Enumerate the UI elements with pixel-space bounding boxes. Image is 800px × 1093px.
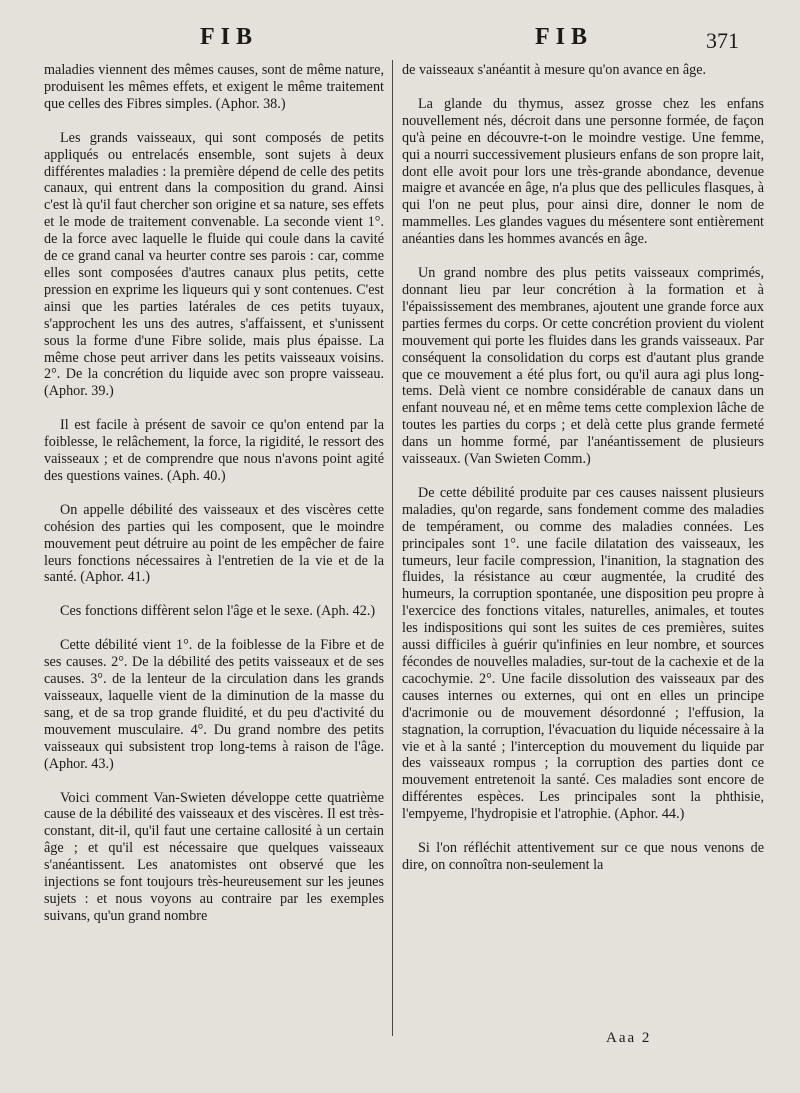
paragraph: Voici comment Van-Swieten développe cette quatrième cause de la débilité des vaisseaux et des viscères. Il est très-constant, dit-il, qu'il faut une certaine callosité à un certain âge ; et qu'il est nécessaire que quelques vaisseaux s'anéantissent. Les anatomistes ont observé que les injections se font toujours très-heureusement sur les jeunes sujets : et nous voyons au contraire par les exemples suivans, qu'un grand nombre xyxy=(44,789,384,924)
paragraph: Ces fonctions diffèrent selon l'âge et le sexe. (Aph. 42.) xyxy=(60,603,376,620)
paragraph: de vaisseaux s'anéantit à mesure qu'on avance en âge. xyxy=(402,62,707,78)
page-number: 371 xyxy=(706,28,739,53)
column-divider xyxy=(392,60,393,1036)
paragraph: Il est facile à présent de savoir ce qu'on entend par la foiblesse, le relâchement, la force, la rigidité, le ressort des vaisseaux ; et de comprendre que nous n'avons point agité des questions vaines. (Aph. 40.) xyxy=(44,417,384,484)
signature-mark: Aaa 2 xyxy=(606,1030,652,1046)
paragraph: maladies viennent des mêmes causes, sont de même nature, produisent les mêmes effets, et exigent le même traitement que celles des Fibres simples. (Aphor. 38.) xyxy=(44,62,384,112)
paragraph: De cette débilité produite par ces causes naissent plusieurs maladies, qu'on regarde, sans fondement comme des maladies de tempérament, ou comme des maladies connées. Les principales sont 1°. une facile dilatation des vaisseaux, les tumeurs, leur facile compression, l'inanition, la stagnation des fluides, la résistance au cœur augmentée, la crudité des humeurs, la corruption spontanée, une disposition peu propre à l'exercice des fonctions vitales, naturelles, animales, et toutes les indispositions qui sont les suites de ces premières, suites aussi difficiles à guérir qu'infinies en leur nombre, et sources fécondes de nouvelles maladies, sur-tout de la cachexie et de la cacochymie. 2°. Une facile dissolution des vaisseaux par des causes internes ou externes, qui ont en elles un principe d'acrimonie ou de mouvement désordonné ; l'effusion, la stagnation, la corruption, l'évacuation du liquide nécessaire à la vie et à la santé ; l'interception du mouvement du liquide par des vaisseaux rompus ; la corruption des parties dont ce mouvement entretenoit la santé. Ces maladies sont encore de différentes espèces. Les principales sont la phthisie, l'empyeme, l'hydropisie et l'atrophie. (Aphor. 44.) xyxy=(402,484,764,823)
right-column xyxy=(402,62,764,874)
paragraph: Un grand nombre des plus petits vaisseaux comprimés, donnant lieu par leur concrétion à la formation et à l'épaississement des membranes, ajoutent une grande force aux parties fermes du corps. Or cette concrétion provient du violent mouvement qui porte les fluides dans les grands vaisseaux. Par conséquent la consolidation du corps est d'autant plus grande que ce mouvement a été plus fort, ou qu'il aura agi plus long-tems. Delà vient ce nombre considérable de canaux dans un enfant nouveau né, et en même tems cette complexion lâche de toutes les parties du corps ; et delà cette plus grande fermeté dans un homme formé, par l'anéantissement de plusieurs vaisseaux. (Van Swieten Comm.) xyxy=(402,265,764,468)
left-column xyxy=(44,62,384,925)
paragraph: Les grands vaisseaux, qui sont composés de petits appliqués ou entrelacés ensemble, sont sujets à deux différentes maladies : la première dépend de celle des petits canaux, qui entrent dans la composition du grand. Ainsi c'est là qu'il faut chercher son origine et sa nature, ses effets et le mode de traitement convenable. La seconde vient 1°. de la force avec laquelle le fluide qui coule dans la cavité de ce grand canal va heurter contre ses parois : car, comme elles sont composées d'autres canaux plus petits, cette pression en exprime les liqueurs qui y sont contenues. C'est ainsi que les parties latérales de ces petits tuyaux, s'approchent les uns des autres, s'affaissent, et s'unissent sous la forme d'une Fibre solide, mais plus épaisse. La même chose peut arriver dans les petits vaisseaux voisins. 2°. De la concrétion du liquide avec son propre vaisseau. (Aphor. 39.) xyxy=(44,129,384,400)
paragraph: La glande du thymus, assez grosse chez les enfans nouvellement nés, décroit dans une personne formée, de façon qu'à peine en découvre-t-on le moindre vestige. Une femme, qui a nourri successivement plusieurs enfans de son propre lait, dont elle avoit pour lors une très-grande abondance, devenue maigre et avancée en âge, n'a plus que des pellicules flasques, à qui l'on ne peut plus, pour ainsi dire, donner le nom de mammelles. Les glandes vagues du mésentere sont entièrement anéanties dans les hommes avancés en âge. xyxy=(402,95,764,248)
paragraph: Cette débilité vient 1°. de la foiblesse de la Fibre et de ses causes. 2°. De la débilité des petits vaisseaux et de ses causes. 3°. de la lenteur de la circulation dans les grands vaisseaux, laquelle vient de la diminution de la masse du sang, et de sa trop grande fluidité, et du peu d'activité du mouvement musculaire. 4°. Du grand nombre des petits vaisseaux qui subsistent trop long-tems à raison de l'âge. (Aphor. 43.) xyxy=(44,637,384,772)
running-head-left: FIB xyxy=(200,24,259,50)
paragraph: On appelle débilité des vaisseaux et des viscères cette cohésion des parties qui les composent, que le moindre mouvement peut détruire au point de les empêcher de faire leurs fonctions nécessaires à l'entretien de la vie et de la santé. (Aphor. 41.) xyxy=(44,501,384,586)
paragraph: Si l'on réfléchit attentivement sur ce que nous venons de dire, on connoîtra non-seulement la xyxy=(402,840,764,873)
running-head-right: FIB xyxy=(535,24,594,50)
